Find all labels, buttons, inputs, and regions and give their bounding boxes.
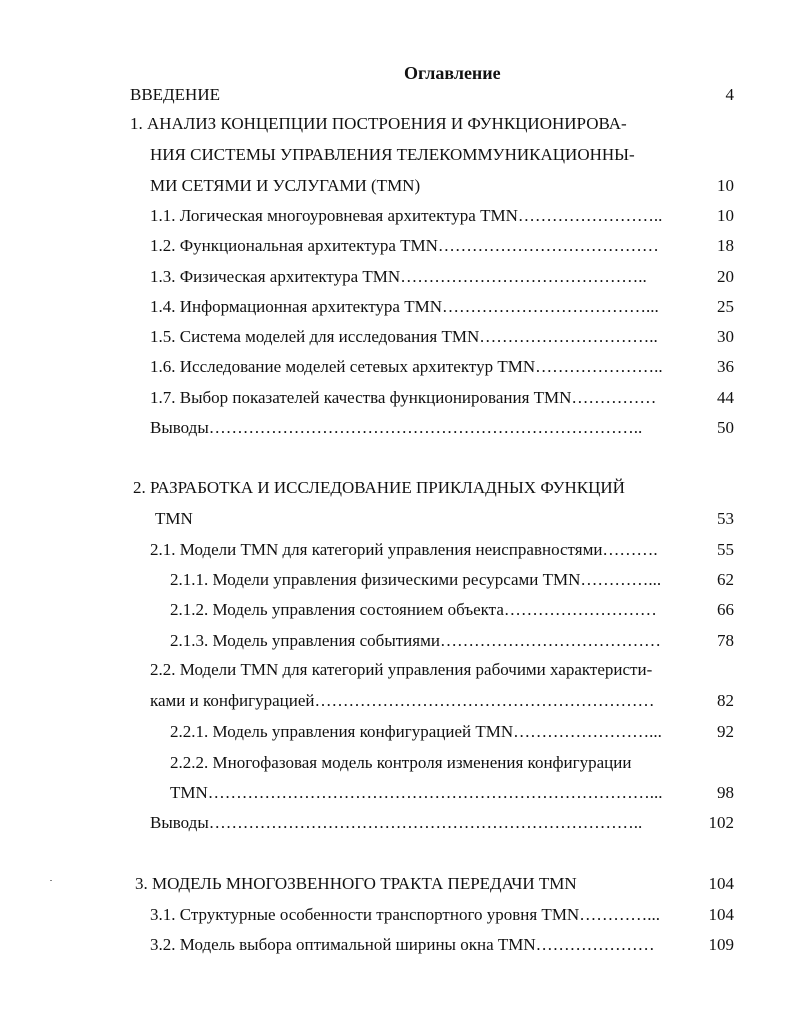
- toc-entry-text: Выводы…………………………………………………………………..: [150, 813, 643, 832]
- toc-entry-text: НИЯ СИСТЕМЫ УПРАВЛЕНИЯ ТЕЛЕКОММУНИКАЦИОННЫ-: [150, 145, 635, 164]
- toc-entry: [0, 80, 799, 110]
- toc-entry-page: 62: [717, 570, 734, 589]
- toc-entry-page: 78: [717, 631, 734, 650]
- toc-entry-page: 18: [717, 236, 734, 255]
- toc-entry-page: 104: [708, 874, 734, 893]
- toc-entry: [0, 292, 799, 322]
- toc-entry-text: 1.2. Функциональная архитектура TMN…………………………………: [150, 236, 659, 255]
- toc-entry: [0, 473, 799, 503]
- toc-entry: [0, 595, 799, 625]
- toc-entry: [0, 565, 799, 595]
- toc-entry-page: 53: [717, 509, 734, 528]
- toc-entry: [0, 413, 799, 443]
- toc-entry: [0, 201, 799, 231]
- toc-entry-page: 44: [717, 388, 734, 407]
- toc-entry-text: ками и конфигурацией……………………………………………………: [150, 691, 655, 710]
- toc-entry-page: 50: [717, 418, 734, 437]
- toc-entry-page: 102: [708, 813, 734, 832]
- toc-entry: [0, 322, 799, 352]
- toc-entry-page: 4: [725, 85, 734, 104]
- toc-entry-text: 2.2.1. Модель управления конфигурацией TMN……………………...: [170, 722, 662, 741]
- toc-entry: [0, 262, 799, 292]
- toc-entry-text: МИ СЕТЯМИ И УСЛУГАМИ (TMN): [150, 176, 421, 195]
- toc-entry-page: 10: [717, 206, 734, 225]
- toc-entry-text: TMN……………………………………………………………………...: [170, 783, 663, 802]
- toc-entry: [0, 778, 799, 808]
- toc-entry-page: 30: [717, 327, 734, 346]
- toc-entry-text: ВВЕДЕНИЕ: [130, 85, 220, 104]
- toc-entry: [0, 748, 799, 778]
- toc-entry: [0, 869, 799, 899]
- toc-entry-text: 1. АНАЛИЗ КОНЦЕПЦИИ ПОСТРОЕНИЯ И ФУНКЦИОНИРОВА-: [130, 114, 627, 133]
- toc-entry: [0, 109, 799, 139]
- toc-entry: [0, 808, 799, 838]
- scan-speck: [50, 880, 52, 881]
- toc-entry-page: 55: [717, 540, 734, 559]
- toc-entry-page: 109: [708, 935, 734, 954]
- toc-entry-text: TMN: [155, 509, 193, 528]
- toc-entry-text: 2.1. Модели TMN для категорий управления неисправностями……….: [150, 540, 658, 559]
- toc-entry-text: 1.3. Физическая архитектура TMN……………………………………..: [150, 267, 647, 286]
- toc-entry-page: 98: [717, 783, 734, 802]
- toc-entry-text: 2.2. Модели TMN для категорий управления рабочими характеристи-: [150, 660, 653, 679]
- toc-entry-page: 66: [717, 600, 734, 619]
- toc-entry-text: 2. РАЗРАБОТКА И ИССЛЕДОВАНИЕ ПРИКЛАДНЫХ ФУНКЦИЙ: [133, 478, 625, 497]
- toc-entry: [0, 383, 799, 413]
- toc-entry: [0, 140, 799, 170]
- toc-entry: [0, 686, 799, 716]
- toc-entry-text: 3.2. Модель выбора оптимальной ширины окна TMN…………………: [150, 935, 655, 954]
- toc-entry-text: 3. МОДЕЛЬ МНОГОЗВЕННОГО ТРАКТА ПЕРЕДАЧИ TMN: [135, 874, 577, 893]
- toc-entry-text: 1.5. Система моделей для исследования TMN…………………………..: [150, 327, 658, 346]
- toc-entry: [0, 717, 799, 747]
- toc-entry-text: 2.1.3. Модель управления событиями…………………………………: [170, 631, 661, 650]
- toc-entry: [0, 171, 799, 201]
- toc-entry-text: 2.2.2. Многофазовая модель контроля изменения конфигурации: [170, 753, 632, 772]
- toc-entry-page: 20: [717, 267, 734, 286]
- toc-entry-text: 1.4. Информационная архитектура TMN………………………………...: [150, 297, 659, 316]
- toc-entry-page: 92: [717, 722, 734, 741]
- toc-entry: [0, 352, 799, 382]
- toc-entry: [0, 930, 799, 960]
- toc-entry: [0, 504, 799, 534]
- toc-title-text: Оглавление: [404, 63, 501, 83]
- toc-entry-text: 1.7. Выбор показателей качества функционирования TMN……………: [150, 388, 657, 407]
- toc-entry-page: 25: [717, 297, 734, 316]
- toc-entry: [0, 626, 799, 656]
- toc-entry-page: 36: [717, 357, 734, 376]
- toc-entry: [0, 655, 799, 685]
- toc-entry-text: 2.1.2. Модель управления состоянием объекта………………………: [170, 600, 657, 619]
- toc-entry-text: 2.1.1. Модели управления физическими ресурсами TMN…………...: [170, 570, 662, 589]
- toc-entry: [0, 900, 799, 930]
- toc-entry-text: Выводы…………………………………………………………………..: [150, 418, 643, 437]
- toc-entry-text: 1.6. Исследование моделей сетевых архитектур TMN…………………..: [150, 357, 663, 376]
- toc-entry: [0, 231, 799, 261]
- toc-entry-page: 10: [717, 176, 734, 195]
- toc-entry-page: 82: [717, 691, 734, 710]
- toc-entry: [0, 535, 799, 565]
- toc-entry-text: 1.1. Логическая многоуровневая архитектура TMN……………………..: [150, 206, 663, 225]
- toc-entry-page: 104: [708, 905, 734, 924]
- toc-entry-text: 3.1. Структурные особенности транспортного уровня TMN…………...: [150, 905, 660, 924]
